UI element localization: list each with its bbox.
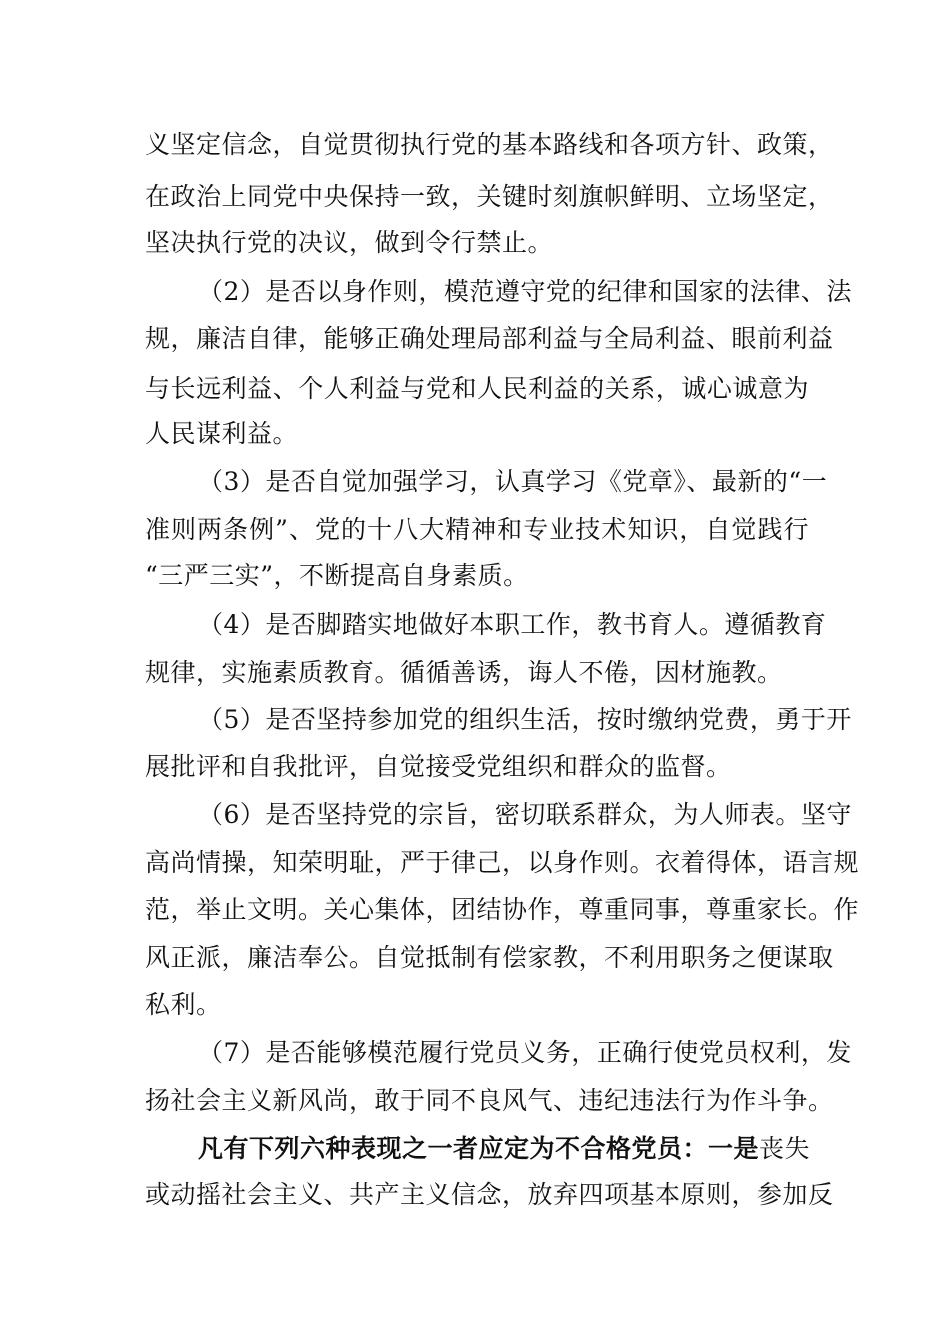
paragraph-4-first-line: （4）是否脚踏实地做好本职工作，教书育人。遵循教育	[198, 610, 827, 639]
text-span: 丧失	[759, 1134, 811, 1163]
text-line: 规律，实施素质教育。循循善诱，诲人不倦，因材施教。	[145, 658, 783, 687]
text-line: 人民谋利益。	[145, 419, 299, 448]
paragraph-3-first-line: （3）是否自觉加强学习，认真学习《党章》、最新的“一	[198, 467, 828, 496]
text-line: 准则两条例”、党的十八大精神和专业技术知识，自觉践行	[145, 515, 809, 544]
text-line: 展批评和自我批评，自觉接受党组织和群众的监督。	[145, 752, 732, 781]
text-line: 或动摇社会主义、共产主义信念，放弃四项基本原则，参加反	[145, 1180, 834, 1209]
paragraph-5-first-line: （5）是否坚持参加党的组织生活，按时缴纳党费，勇于开	[198, 705, 852, 734]
text-line: 范，举止文明。关心集体，团结协作，尊重同事，尊重家长。作	[145, 895, 860, 924]
text-line: 私利。	[145, 990, 222, 1019]
text-line: 在政治上同党中央保持一致，关键时刻旗帜鲜明、立场坚定，	[145, 182, 834, 211]
paragraph-2-first-line: （2）是否以身作则，模范遵守党的纪律和国家的法律、法	[198, 277, 852, 306]
text-line: 风正派，廉洁奉公。自觉抵制有偿家教，不利用职务之便谋取	[145, 943, 834, 972]
text-line: 扬社会主义新风尚，敢于同不良风气、违纪违法行为作斗争。	[145, 1086, 834, 1115]
text-line: 高尚情操，知荣明耻，严于律己，以身作则。衣着得体，语言规	[145, 848, 860, 877]
text-line: 规，廉洁自律，能够正确处理局部利益与全局利益、眼前利益	[145, 324, 834, 353]
text-line: 义坚定信念，自觉贯彻执行党的基本路线和各项方针、政策，	[145, 130, 834, 159]
bold-heading: 凡有下列六种表现之一者应定为不合格党员：一是	[198, 1134, 760, 1163]
text-line: 与长远利益、个人利益与党和人民利益的关系，诚心诚意为	[145, 374, 809, 403]
text-line: “三严三实”，不断提高自身素质。	[145, 561, 529, 590]
paragraph-6-first-line: （6）是否坚持党的宗旨，密切联系群众，为人师表。坚守	[198, 800, 852, 829]
text-line: 坚决执行党的决议，做到令行禁止。	[145, 228, 554, 257]
paragraph-7-first-line: （7）是否能够模范履行党员义务，正确行使党员权利，发	[198, 1038, 852, 1067]
disqualification-paragraph-first-line	[198, 1129, 809, 1169]
